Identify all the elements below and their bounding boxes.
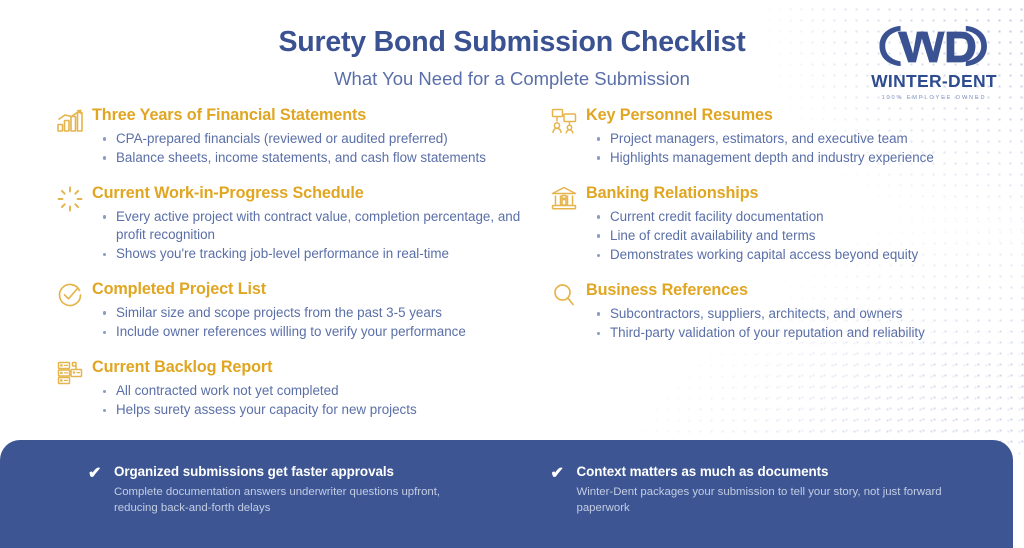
progress-spinner-icon (50, 184, 90, 214)
bullet: All contracted work not yet completed (92, 382, 522, 400)
banner-item-text (577, 464, 1014, 516)
checklist-item (544, 184, 994, 265)
checklist-item-title: Current Backlog Report (92, 358, 273, 377)
logo-tagline: 100% EMPLOYEE OWNED (881, 95, 987, 101)
checklist-item-body (584, 184, 994, 265)
checkmark-icon: ✔ (88, 465, 102, 482)
bullet: Similar size and scope projects from the past 3-5 years (92, 304, 522, 322)
checklist-item (50, 280, 522, 342)
org-chart-people-icon (544, 106, 584, 136)
checklist-columns (0, 106, 1024, 436)
checklist-item-bullets (92, 208, 522, 264)
document-stack-icon (50, 358, 90, 388)
bullet: Project managers, estimators, and executive team (586, 130, 994, 148)
checklist-item-body (90, 358, 522, 420)
banner-item-title: Organized submissions get faster approvals (114, 464, 394, 479)
checklist-item (50, 106, 522, 168)
key-takeaways-banner (0, 440, 1013, 548)
bullet: Third-party validation of your reputation and reliability (586, 324, 994, 342)
banner-item-title: Context matters as much as documents (576, 464, 829, 479)
checklist-item-bullets (586, 130, 994, 167)
bullet: Subcontractors, suppliers, architects, and owners (586, 305, 994, 323)
checklist-item (50, 358, 522, 420)
checklist-item-bullets (92, 304, 522, 341)
banner-item (0, 464, 507, 548)
magnifying-glass-icon (544, 281, 584, 311)
checklist-item-title: Completed Project List (92, 280, 267, 299)
bar-chart-growth-icon (50, 106, 90, 136)
banner-item (507, 464, 1014, 548)
company-logo (866, 22, 1002, 101)
checklist-item-body (90, 106, 522, 168)
bullet: Line of credit availability and terms (586, 227, 994, 245)
bank-icon (544, 184, 584, 214)
checklist-item-bullets (586, 305, 994, 342)
checklist-item-body (90, 184, 522, 264)
checklist-item-bullets (92, 130, 522, 167)
checklist-item-body (584, 106, 994, 168)
checklist-column-right (522, 106, 994, 436)
checklist-item-title: Key Personnel Resumes (586, 106, 773, 124)
logo-company-name: WINTER-DENT (871, 71, 997, 91)
checklist-item-body (90, 280, 522, 342)
checklist-item-bullets (586, 208, 994, 265)
checkmark-icon: ✔ (550, 465, 564, 482)
page-subtitle: What You Need for a Complete Submission (334, 68, 690, 89)
winter-dent-monogram-icon (866, 22, 1000, 70)
checklist-item-title: Three Years of Financial Statements (92, 106, 367, 124)
bullet: Every active project with contract value, completion percentage, and profit recognition (92, 208, 522, 244)
checklist-item-bullets (92, 382, 522, 419)
bullet: Shows you're tracking job-level performance in real-time (92, 245, 522, 263)
checklist-item (50, 184, 522, 264)
bullet: Include owner references willing to verify your performance (92, 323, 522, 341)
banner-item-description: Winter-Dent packages your submission to tell your story, not just forward paperwork (576, 486, 942, 514)
checklist-column-left (50, 106, 522, 436)
bullet: Highlights management depth and industry experience (586, 149, 994, 167)
checklist-item-title: Banking Relationships (586, 184, 759, 203)
bullet: CPA-prepared financials (reviewed or audited preferred) (92, 130, 522, 148)
checklist-item-body (584, 281, 994, 343)
bullet: Balance sheets, income statements, and cash flow statements (92, 149, 522, 167)
check-circle-icon (50, 280, 90, 310)
bullet: Current credit facility documentation (586, 208, 994, 226)
banner-item-description: Complete documentation answers underwriter questions upfront, reducing back-and-forth delays (114, 486, 441, 514)
bullet: Helps surety assess your capacity for new projects (92, 401, 522, 419)
bullet: Demonstrates working capital access beyond equity (586, 246, 994, 264)
banner-item-text (114, 464, 507, 516)
checklist-item (544, 281, 994, 343)
checklist-item-title: Current Work-in-Progress Schedule (92, 184, 364, 203)
checklist-item (544, 106, 994, 168)
checklist-item-title: Business References (586, 281, 748, 300)
page-title: Surety Bond Submission Checklist (278, 26, 746, 58)
